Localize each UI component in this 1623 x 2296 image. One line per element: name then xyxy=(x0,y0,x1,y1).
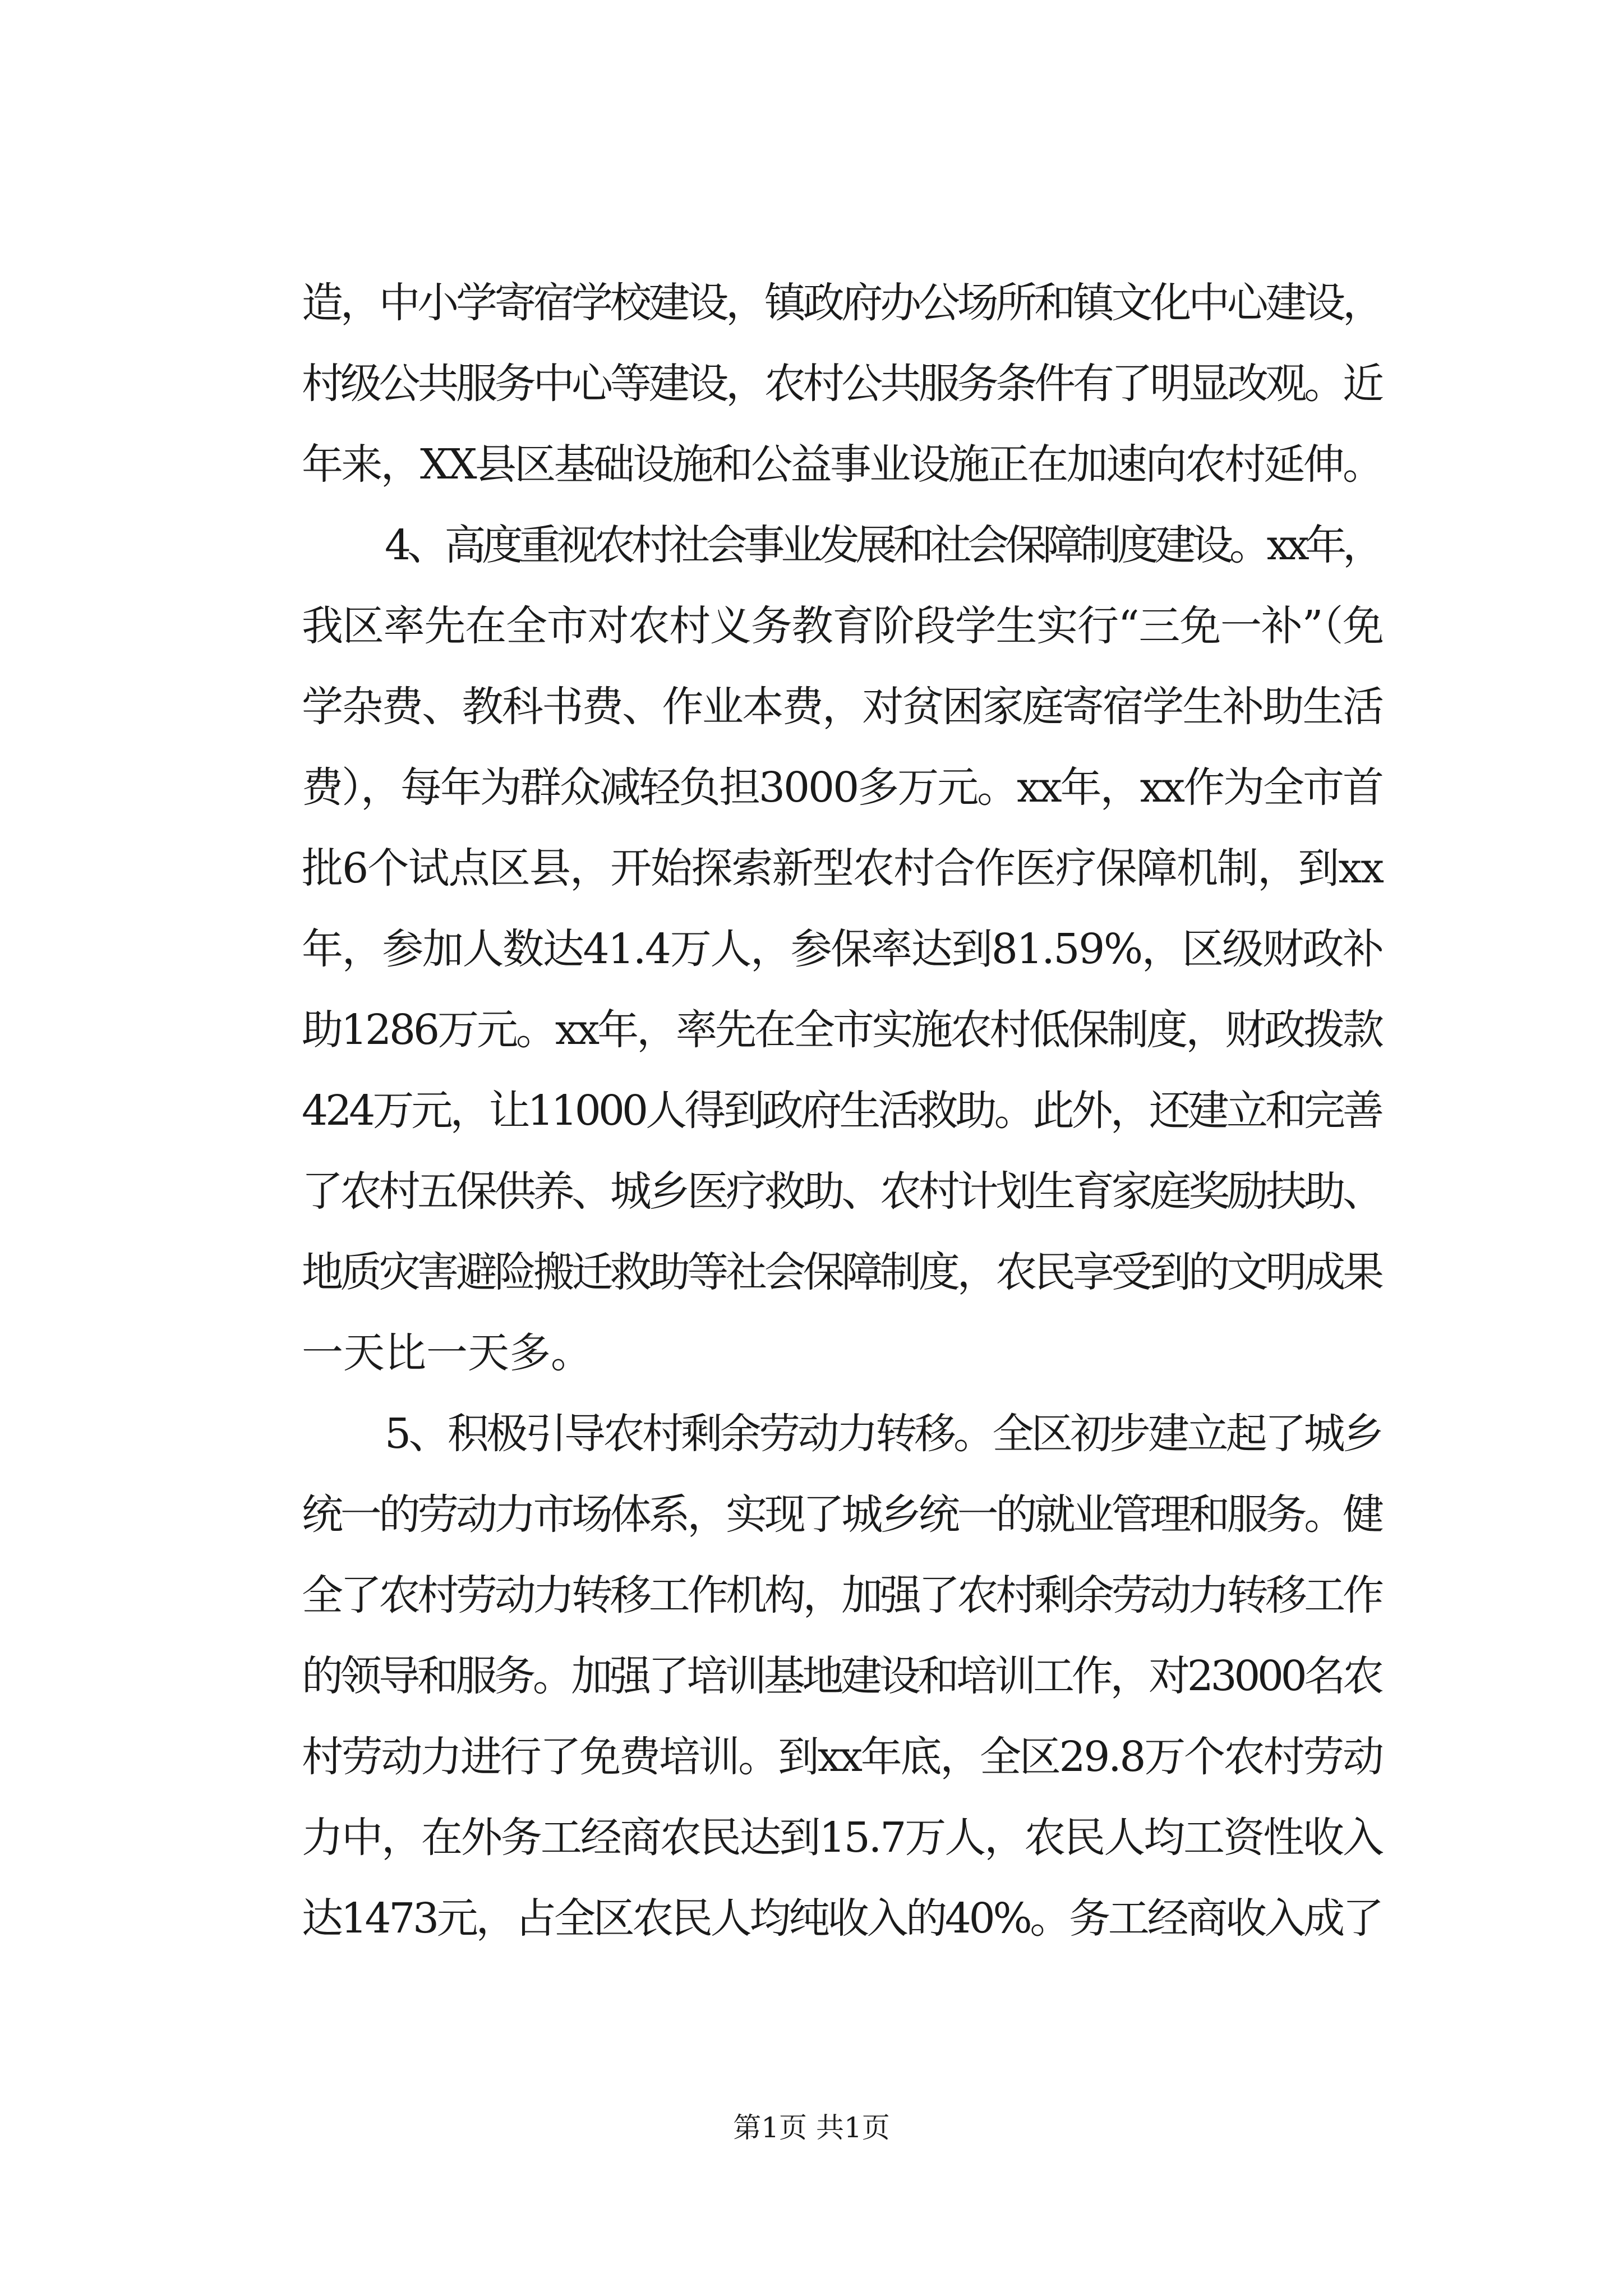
text-line: 地质灾害避险搬迁救助等社会保障制度，农民享受到的文明成果 xyxy=(302,1248,1381,1296)
text-line: 批6个试点区县，开始探索新型农村合作医疗保障机制，到xx xyxy=(302,844,1384,892)
text-line: 424万元，让11000人得到政府生活救助。此外，还建立和完善 xyxy=(302,1087,1382,1135)
text-line: 年，参加人数达41.4万人，参保率达到81.59%，区级财政补 xyxy=(302,925,1383,973)
text-line: 学杂费、教科书费、作业本费，对贫困家庭寄宿学生补助生活 xyxy=(302,683,1383,731)
text-line: 达1473元，占全区农民人均纯收入的40%。务工经商收入成了 xyxy=(302,1894,1382,1943)
text-line: 造，中小学寄宿学校建设，镇政府办公场所和镇文化中心建设， xyxy=(302,279,1381,327)
body-text xyxy=(302,263,1384,1959)
text-line: 全了农村劳动力转移工作机构，加强了农村剩余劳动力转移工作 xyxy=(302,1571,1381,1619)
text-line: 费），每年为群众减轻负担3000多万元。xx年，xx作为全市首 xyxy=(302,763,1382,812)
text-line: 统一的劳动力市场体系，实现了城乡统一的就业管理和服务。健 xyxy=(302,1490,1381,1539)
text-line: 4、高度重视农村社会事业发展和社会保障制度建设。xx年， xyxy=(385,521,1380,569)
text-line: 5、积极引导农村剩余劳动力转移。全区初步建立起了城乡 xyxy=(385,1410,1382,1458)
text-line: 助1286万元。xx年，率先在全市实施农村低保制度，财政拨款 xyxy=(302,1006,1382,1054)
text-line: 力中，在外务工经商农民达到15.7万人，农民人均工资性收入 xyxy=(302,1814,1382,1862)
page-footer: 第1页 共1页 xyxy=(733,2111,890,2144)
text-line: 村劳动力进行了免费培训。到xx年底，全区29.8万个农村劳动 xyxy=(302,1733,1382,1781)
text-line: 年来，XX县区基础设施和公益事业设施正在加速向农村延伸。 xyxy=(302,440,1382,489)
text-line: 我区率先在全市对农村义务教育阶段学生实行“三免一补”（免 xyxy=(302,602,1384,650)
text-line: 一天比一天多。 xyxy=(302,1329,592,1377)
text-line: 村级公共服务中心等建设，农村公共服务条件有了明显改观。近 xyxy=(302,360,1381,408)
text-line: 的领导和服务。加强了培训基地建设和培训工作，对23000名农 xyxy=(302,1652,1381,1700)
text-line: 了农村五保供养、城乡医疗救助、农村计划生育家庭奖励扶助、 xyxy=(302,1167,1381,1216)
